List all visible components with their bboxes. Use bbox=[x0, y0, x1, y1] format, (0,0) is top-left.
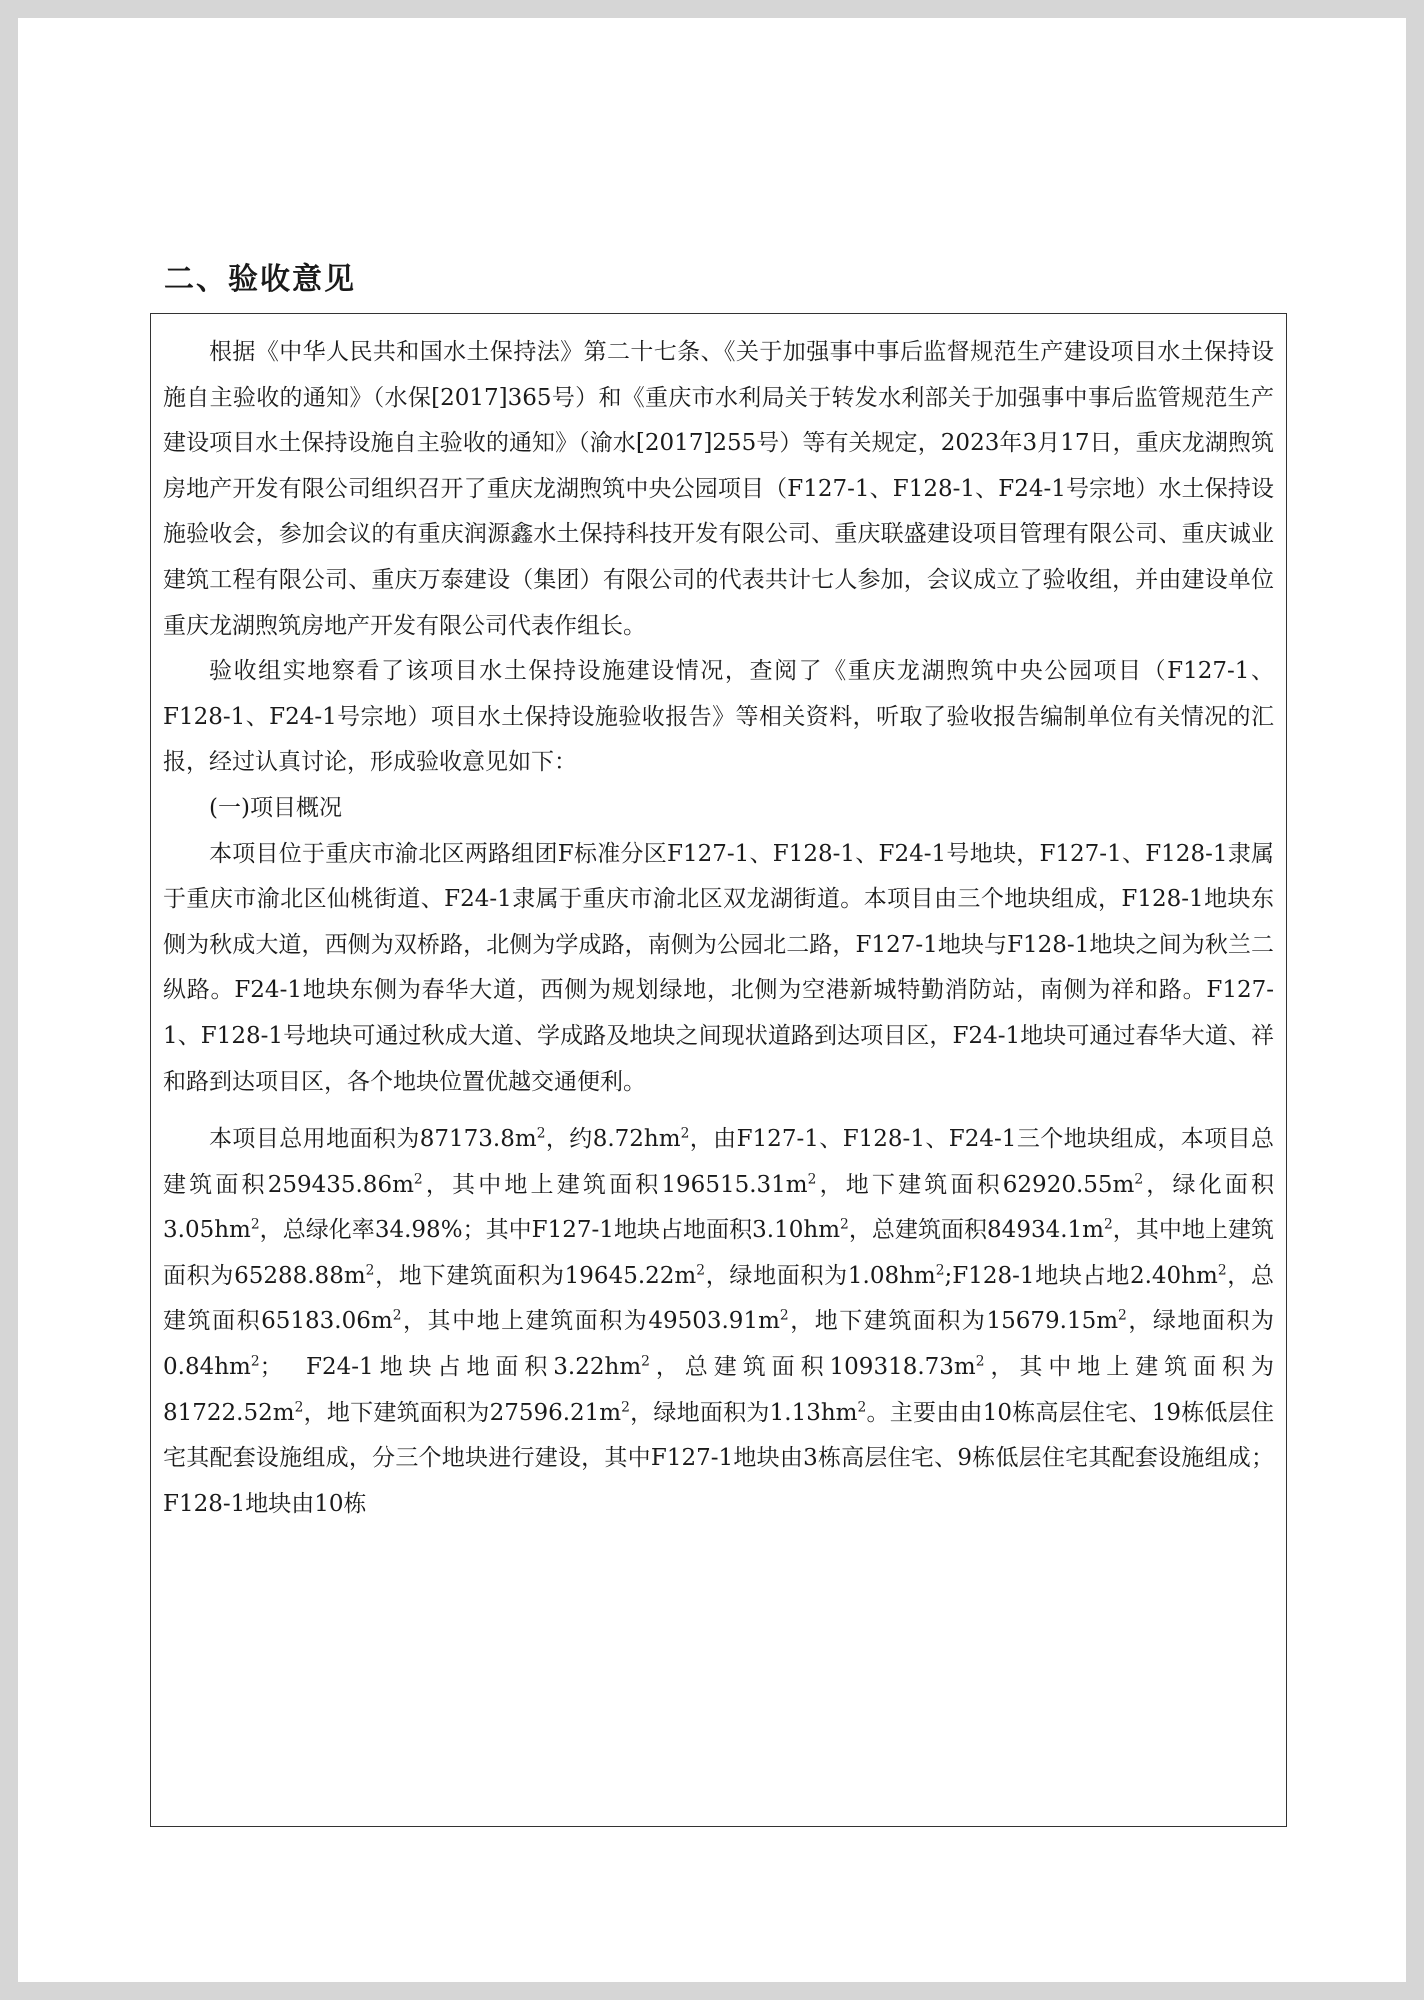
section-heading: 二、验收意见 bbox=[164, 262, 356, 297]
paragraph-inspection: 验收组实地察看了该项目水土保持设施建设情况，查阅了《重庆龙湖煦筑中央公园项目（F127-1、F128-1、F24-1号宗地）项目水土保持设施验收报告》等相关资料，听取了验收报告编制单位有关情况的汇报，经过认真讨论，形成验收意见如下： bbox=[163, 658, 1274, 776]
paragraph-location: 本项目位于重庆市渝北区两路组团F标准分区F127-1、F128-1、F24-1号地块，F127-1、F128-1隶属于重庆市渝北区仙桃街道、F24-1隶属于重庆市渝北区双龙湖街道。本项目由三个地块组成，F128-1地块东侧为秋成大道，西侧为双桥路，北侧为学成路，南侧为公园北二路，F127-1地块与F128-1地块之间为秋兰二纵路。F24-1地块东侧为春华大道，西侧为规划绿地，北侧为空港新城特勤消防站，南侧为祥和路。F127-1、F128-1号地块可通过秋成大道、学成路及地块之间现状道路到达项目区，F24-1地块可通过春华大道、祥和路到达项目区，各个地块位置优越交通便利。 bbox=[163, 840, 1274, 1095]
acceptance-opinion-box bbox=[150, 313, 1287, 1827]
paragraph-basis: 根据《中华人民共和国水土保持法》第二十七条、《关于加强事中事后监督规范生产建设项目水土保持设施自主验收的通知》（水保[2017]365号）和《重庆市水利局关于转发水利部关于加强事中事后监管规范生产建设项目水土保持设施自主验收的通知》（渝水[2017]255号）等有关规定，2023年3月17日，重庆龙湖煦筑房地产开发有限公司组织召开了重庆龙湖煦筑中央公园项目（F127-1、F128-1、F24-1号宗地）水土保持设施验收会，参加会议的有重庆润源鑫水土保持科技开发有限公司、重庆联盛建设项目管理有限公司、重庆诚业建筑工程有限公司、重庆万泰建设（集团）有限公司的代表共计七人参加，会议成立了验收组，并由建设单位重庆龙湖煦筑房地产开发有限公司代表作组长。 bbox=[163, 339, 1274, 639]
paragraph-areas: 本项目总用地面积为$87173.8m^2$，约$8.72hm^2$，由F127-1、F128-1、F24-1三个地块组成，本项目总建筑面积$259435.86m^2$，其中地上建筑面积$196515.31m^2$，地下建筑面积$62920.55m^2$，绿化面积$3.05hm^2$，总绿化率34.98%；其中F127-1地块占地面积$3.10hm^2$，总建筑面积$84934.1m^2$，其中地上建筑面积为$65288.88m^2$，地下建筑面积为$19645.22m^2$，绿地面积为$1.08hm^2;F128-1$地块占地$2.40hm^2$，总建筑面积$65183.06m^2$，其中地上建筑面积为$49503.91m^2$，地下建筑面积为$15679.15m^2$，绿地面积为$0.84hm^2$； F24-1地块占地面积$3.22hm^2$，总建筑面积$109318.73m^2$，其中地上建筑面积为$81722.52m^2$，地下建筑面积为$27596.21m^2$，绿地面积为$1.13hm^2$。主要由由10栋高层住宅、19栋低层住宅其配套设施组成，分三个地块进行建设，其中F127-1地块由3栋高层住宅、9栋低层住宅其配套设施组成；F128-1地块由10栋 bbox=[163, 1125, 1275, 1517]
document-page bbox=[18, 18, 1406, 1982]
subheading-project-overview: (一)项目概况 bbox=[209, 794, 342, 821]
